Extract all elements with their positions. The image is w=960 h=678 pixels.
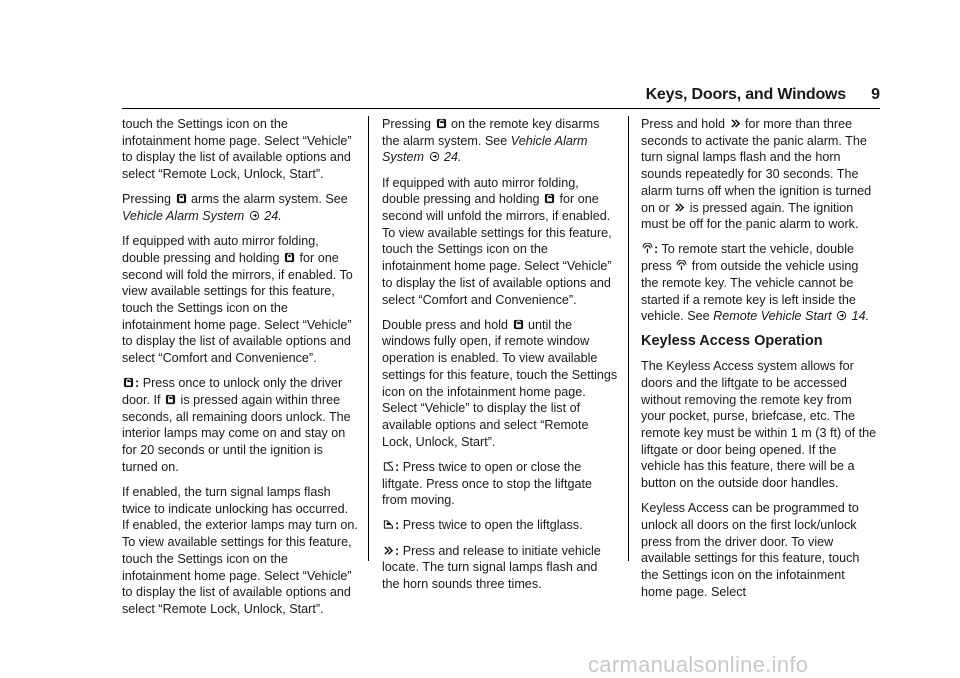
paragraph: If equipped with auto mirror folding, double pressing and holding for one second will unfold the mirrors, if enabled. To view available settings for this feature, touch the Settings icon on the infotainment home page. Select “Vehicle” to display the list of available options and select “Comfort and Convenience”. (382, 175, 612, 307)
column-3 (641, 116, 877, 609)
vehicle-locate-icon (674, 202, 685, 213)
liftgate-icon (383, 461, 394, 472)
unlock-icon (544, 193, 555, 204)
paragraph: Pressing on the remote key disarms the alarm system. See Vehicle Alarm System 24. (382, 117, 600, 165)
page-number: 9 (871, 86, 880, 103)
column-1 (122, 116, 358, 626)
xref-link[interactable]: Remote Vehicle Start (713, 309, 832, 324)
paragraph: : Press and release to initiate vehicle locate. The turn signal lamps flash and the horn sounds three times. (382, 543, 601, 592)
liftglass-icon (383, 519, 394, 530)
column-divider (628, 116, 629, 561)
page-ref-icon (429, 151, 440, 162)
page-ref-icon (836, 310, 847, 321)
remote-start-icon (642, 243, 653, 254)
xref-link[interactable]: Vehicle Alarm System (382, 133, 588, 165)
page-header (640, 86, 880, 106)
paragraph: : Press once to unlock only the driver door. If is pressed again within three seconds, all remaining doors unlock. The interior lamps may come on and stay on for 20 seconds or until the ignition is turned on. (122, 376, 351, 474)
paragraph: If enabled, the exterior lamps may turn on. To view available settings for this feature, touch the Settings icon on the infotainment home page. Select “Vehicle” to display the list of available options and select “Remote Lock, Unlock, Start”. (122, 518, 358, 616)
unlock-icon (165, 394, 176, 405)
vehicle-locate-icon (730, 118, 741, 129)
section-title: Keys, Doors, and Windows (645, 86, 846, 103)
lock-icon (176, 193, 187, 204)
paragraph: If equipped with auto mirror folding, double pressing and holding for one second will fold the mirrors, if enabled. To view available settings for this feature, touch the Settings icon on the infotainment home page. Select “Vehicle” to display the list of available options and select “Comfort and Convenience”. (122, 234, 353, 366)
header-divider (122, 108, 880, 109)
paragraph: Pressing arms the alarm system. See Vehicle Alarm System 24. (122, 192, 348, 224)
unlock-icon (123, 377, 134, 388)
page-ref-icon (249, 210, 260, 221)
watermark: carmanualsonline.info (588, 652, 809, 677)
xref-link[interactable]: Vehicle Alarm System (122, 209, 245, 224)
lock-icon (284, 252, 295, 263)
paragraph: : To remote start the vehicle, double press from outside the vehicle using the remote key. The vehicle cannot be started if a remote key is left inside the vehicle. See Remote Vehicle Start 14. (641, 242, 870, 324)
column-2 (382, 116, 618, 601)
paragraph: touch the Settings icon on the infotainment home page. Select “Vehicle” to display the list of available options and select “Remote Lock, Unlock, Start”. (122, 117, 352, 182)
remote-start-icon (676, 260, 687, 271)
column-divider (368, 116, 369, 561)
paragraph: : Press twice to open the liftglass. (382, 517, 618, 534)
section-heading: Keyless Access Operation (641, 333, 823, 350)
paragraph: : Press twice to open or close the liftgate. Press once to stop the liftgate from moving. (382, 459, 593, 508)
paragraph: Double press and hold until the windows fully open, if remote window operation is enabled. To view available settings for this feature, touch the Settings icon on the infotainment home page. Select “Vehicle” to display the list of available options and select “Remote Lock, Unlock, Start”. (382, 317, 618, 449)
vehicle-locate-icon (383, 545, 394, 556)
paragraph: The Keyless Access system allows for doors and the liftgate to be accessed without removing the remote key from your pocket, purse, briefcase, etc. The remote key must be within 1 m (3 ft) of the liftgate or door being opened. If the vehicle has this feature, there will be a button on the outside door handles. (641, 359, 877, 491)
paragraph: Press and hold for more than three seconds to activate the panic alarm. The turn signal lamps flash and the horn sounds repeatedly for 30 seconds. The alarm turns off when the ignition is turned on or is pressed again. The ignition must be off for the panic alarm to work. (641, 117, 872, 232)
unlock-icon (436, 118, 447, 129)
paragraph: If enabled, the turn signal lamps flash twice to indicate unlocking has occurred. (122, 485, 349, 516)
unlock-icon (513, 319, 524, 330)
paragraph: Keyless Access can be programmed to unlock all doors on the first lock/unlock press from the driver door. To view available settings for this feature, touch the Settings icon on the infotainment home page. Select (641, 501, 860, 599)
